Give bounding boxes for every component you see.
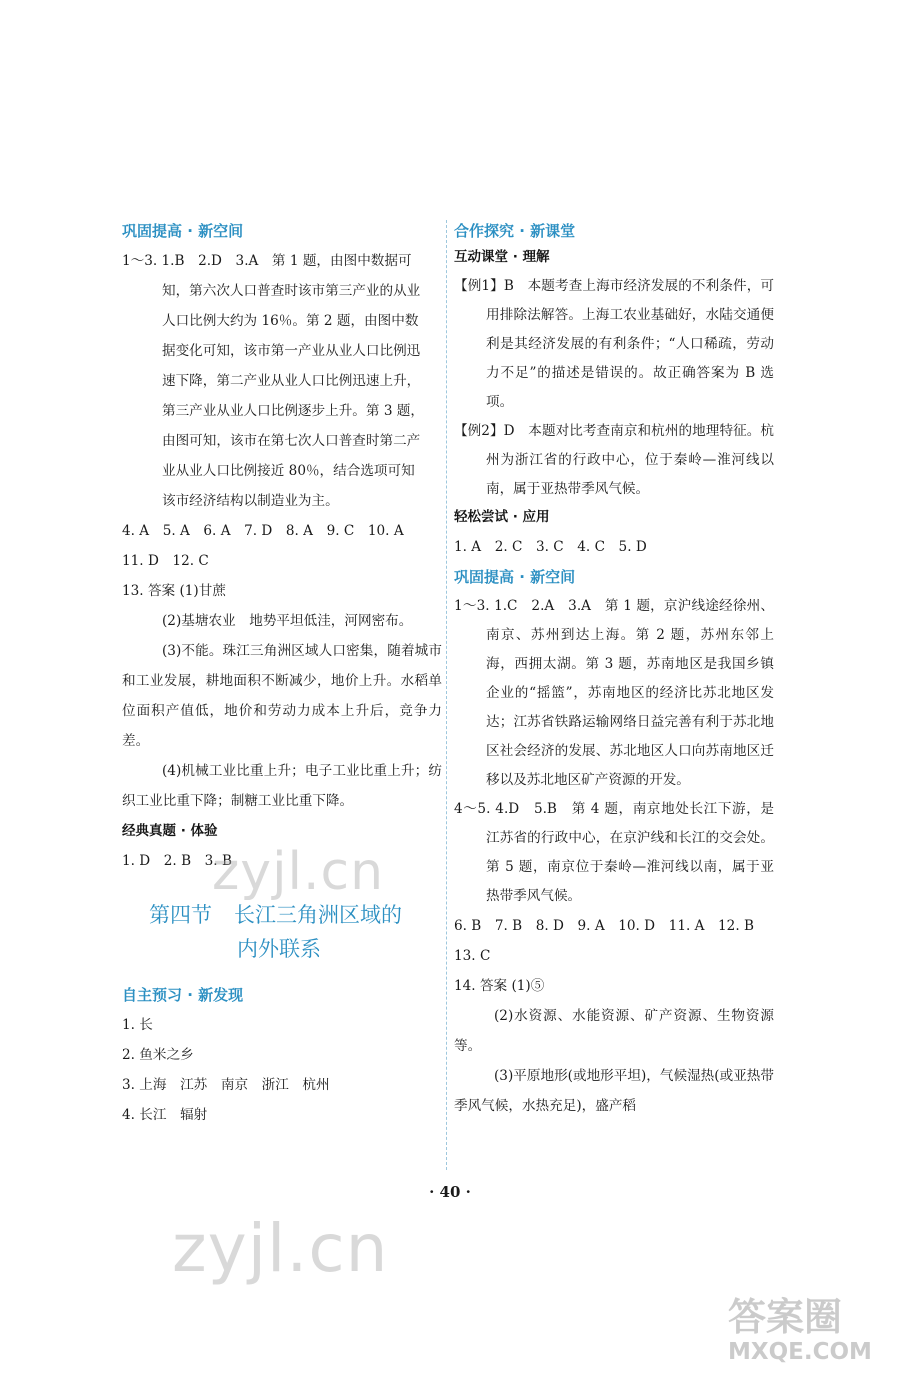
- text-line: 由图可知，该市在第七次人口普查时第二产: [162, 433, 421, 449]
- q14-label: 14. 答案: [454, 978, 508, 994]
- example-2: 【例2】D 本题对比考查南京和杭州的地理特征。杭州为浙江省的行政中心，位于秦岭—淮河线以南，属于亚热带季风气候。: [454, 423, 774, 497]
- chapter-title-line-2: 内外联系: [237, 937, 321, 961]
- text-line: 1～3. 1.B 2.D 3.A 第 1 题，由图中数据可: [122, 253, 412, 269]
- answer-row: 4. A 5. A 6. A 7. D 8. A 9. C 10. A: [122, 523, 404, 539]
- text-line: 业从业人口比例接近 80％，结合选项可知: [162, 463, 415, 479]
- stamp-url: MXQE.COM: [728, 1339, 872, 1365]
- text-line: 据变化可知，该市第一产业从业人口比例迅: [162, 343, 421, 359]
- q13-part-2: (2)基塘农业 地势平坦低洼，河网密布。: [162, 613, 413, 629]
- q14-part-3: (3)平原地形(或地形平坦)，气候湿热(或亚热带季风气候，水热充足)，盛产稻: [454, 1068, 774, 1114]
- q13-part-3: (3)不能。珠江三角洲区域人口密集，随着城市和工业发展，耕地面积不断减少，地价上升。水稻单位面积产值低，地价和劳动力成本上升后，竞争力差。: [122, 643, 442, 749]
- answer-row: 1. D 2. B 3. B: [122, 853, 232, 869]
- section-subtitle: 轻松尝试 · 应用: [454, 509, 550, 525]
- text-line: 人口比例大约为 16％。第 2 题，由图中数: [162, 313, 419, 329]
- watermark-stamp: [728, 1296, 888, 1380]
- text-line: 知，第六次人口普查时该市第三产业的从业: [162, 283, 421, 299]
- section-subtitle: 经典真题 · 体验: [122, 823, 218, 839]
- watermark: zyjl.cn: [212, 842, 385, 902]
- chapter-number: 第四节: [149, 903, 212, 927]
- section-title: 巩固提高 · 新空间: [122, 222, 244, 240]
- q13-answer-header: [122, 576, 442, 606]
- section-title: 合作探究 · 新课堂: [454, 222, 576, 240]
- q14-part-1: (1)⑤: [511, 978, 545, 994]
- list-item: 3. 上海 江苏 南京 浙江 杭州: [122, 1077, 330, 1093]
- answer-row: 6. B 7. B 8. D 9. A 10. D 11. A 12. B: [454, 918, 754, 934]
- answer-block-1-3: [122, 246, 442, 516]
- left-column: [122, 220, 442, 1130]
- watermark: zyjl.cn: [172, 1210, 389, 1287]
- answer-row: 11. D 12. C: [122, 553, 209, 569]
- section-title: 自主预习 · 新发现: [122, 986, 244, 1004]
- q13-label: 13. 答案: [122, 583, 176, 599]
- list-item: 1. 长: [122, 1017, 153, 1033]
- answer-block-4-5: 4～5. 4.D 5.B 第 4 题，南京地处长江下游，是江苏省的行政中心，在京沪线和长江的交会处。第 5 题，南京位于秦岭—淮河线以南，属于亚热带季风气候。: [454, 801, 774, 904]
- answer-block-1-3: 1～3. 1.C 2.A 3.A 第 1 题，京沪线途经徐州、南京、苏州到达上海。第 2 题，苏州东邻上海，西拥太湖。第 3 题，苏南地区是我国乡镇企业的“摇篮”，苏南地区的经济比苏北地区发达；江苏省铁路运输网络日益完善有利于苏北地区社会经济的发展、苏北地区人口向苏南地区迁移以及苏北地区矿产资源的开发。: [454, 598, 774, 788]
- right-column: [454, 220, 774, 1121]
- chapter-title: [122, 898, 442, 966]
- q14-answer-header: [454, 971, 774, 1001]
- text-line: 速下降，第二产业从业人口比例迅速上升，: [162, 373, 421, 389]
- answer-row: 13. C: [454, 948, 491, 964]
- text-line: 该市经济结构以制造业为主。: [162, 493, 339, 509]
- q14-part-2: (2)水资源、水能资源、矿产资源、生物资源等。: [454, 1008, 774, 1054]
- stamp-logo-text: 答案圈: [728, 1295, 843, 1339]
- chapter-title-line-1: 长江三角洲区域的: [234, 903, 402, 927]
- column-divider: [446, 220, 447, 1170]
- q13-part-4: (4)机械工业比重上升；电子工业比重上升；纺织工业比重下降；制糖工业比重下降。: [122, 763, 442, 809]
- list-item: 2. 鱼米之乡: [122, 1047, 194, 1063]
- section-title: 巩固提高 · 新空间: [454, 568, 576, 586]
- text-line: 第三产业从业人口比例逐步上升。第 3 题，: [162, 403, 424, 419]
- list-item: 4. 长江 辐射: [122, 1107, 208, 1123]
- q13-part-1: (1)甘蔗: [179, 583, 226, 599]
- section-subtitle: 互动课堂 · 理解: [454, 249, 550, 265]
- page-number: · 40 ·: [429, 1183, 471, 1201]
- example-1: 【例1】B 本题考查上海市经济发展的不利条件，可用排除法解答。上海工农业基础好，水陆交通便利是其经济发展的有利条件；“人口稀疏，劳动力不足”的描述是错误的。故正确答案为 B 选项。: [454, 278, 774, 410]
- answer-row: 1. A 2. C 3. C 4. C 5. D: [454, 539, 647, 555]
